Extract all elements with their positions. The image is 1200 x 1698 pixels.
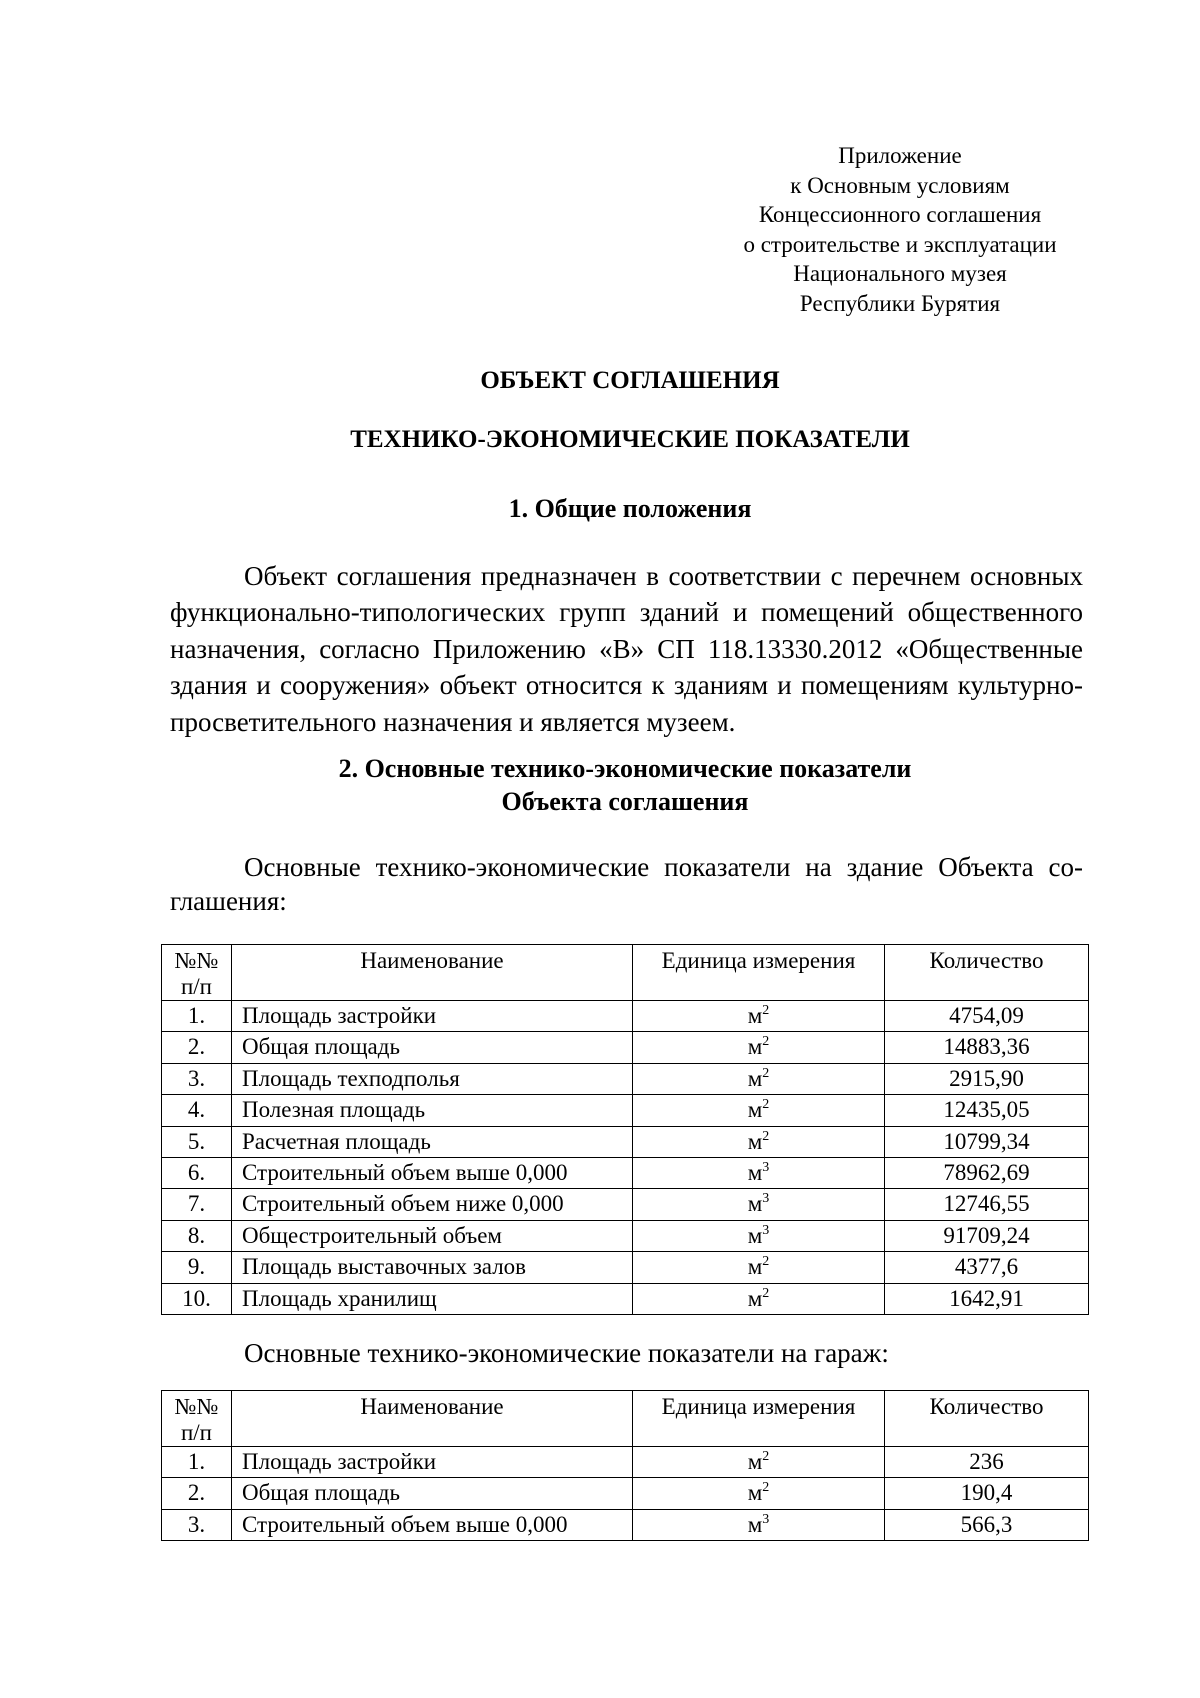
row-quantity-text: 2915,90 <box>949 1065 1024 1091</box>
row-unit <box>633 1001 885 1032</box>
table-row <box>162 1283 1089 1314</box>
row-name-text: Площадь техподполья <box>242 1065 460 1091</box>
row-number <box>162 1478 232 1509</box>
row-quantity-text: 12746,55 <box>943 1191 1030 1217</box>
header-num-line: №№ <box>174 1394 219 1419</box>
row-number-text: 1. <box>187 1003 206 1028</box>
row-quantity-text: 78962,69 <box>943 1159 1030 1185</box>
row-quantity <box>885 1126 1089 1157</box>
row-unit <box>633 1478 885 1509</box>
section-2-heading-line: Объекта соглашения <box>501 787 749 816</box>
row-quantity <box>885 1220 1089 1251</box>
unit-exponent: 2 <box>762 1449 770 1464</box>
header-name: Наименование <box>232 945 633 1001</box>
table-row <box>162 1220 1089 1251</box>
row-unit <box>633 1032 885 1063</box>
header-qty: Количество <box>885 945 1089 1001</box>
row-name <box>232 1001 633 1032</box>
row-number <box>162 1126 232 1157</box>
table-row <box>162 1001 1089 1032</box>
row-name-text: Площадь застройки <box>242 1449 437 1474</box>
row-name-text: Площадь хранилищ <box>242 1285 437 1311</box>
row-unit <box>633 1252 885 1283</box>
row-name-text: Строительный объем выше 0,000 <box>242 1159 568 1185</box>
row-name <box>232 1478 633 1509</box>
row-quantity <box>885 1447 1089 1478</box>
garage-table-body <box>162 1447 1089 1541</box>
row-number <box>162 1252 232 1283</box>
section-1-paragraph: Объект соглашения предназначен в соответствии с перечнем основных функционально-типологических групп зданий и помещений общественного назначения, согласно Приложению «В» СП 118.13330.2012 «Общественные здания и сооружения» объект относится к зданиям и помещениям культурно-просветительного назначения и является музеем. <box>170 561 1083 737</box>
row-name <box>232 1189 633 1220</box>
row-quantity <box>885 1189 1089 1220</box>
row-number <box>162 1509 232 1540</box>
row-number <box>162 1095 232 1126</box>
row-number <box>162 1157 232 1188</box>
header-num-line: п/п <box>180 974 212 999</box>
row-quantity <box>885 1157 1089 1188</box>
row-quantity <box>885 1095 1089 1126</box>
header-num-line: п/п <box>180 1420 212 1445</box>
appendix-line: Национального музея <box>793 261 1007 287</box>
row-unit-text: м <box>747 1034 763 1060</box>
appendix-line: к Основным условиям <box>790 172 1010 198</box>
unit-exponent: 3 <box>762 1191 770 1207</box>
row-quantity-text: 4377,6 <box>954 1254 1019 1280</box>
row-name <box>232 1283 633 1314</box>
row-quantity <box>885 1001 1089 1032</box>
header-qty: Количество <box>885 1391 1089 1447</box>
row-name <box>232 1447 633 1478</box>
row-name <box>232 1252 633 1283</box>
row-quantity-text: 1642,91 <box>949 1285 1024 1311</box>
unit-exponent: 2 <box>762 1128 770 1144</box>
table-row <box>162 1189 1089 1220</box>
row-number <box>162 1189 232 1220</box>
row-quantity <box>885 1063 1089 1094</box>
row-number <box>162 1032 232 1063</box>
row-number-text: 4. <box>187 1097 206 1123</box>
section-2-heading-line: 2. Основные технико-экономические показатели <box>338 754 912 783</box>
row-quantity-text: 566,3 <box>960 1511 1013 1537</box>
table-header-row <box>162 945 1089 1001</box>
table-row <box>162 1032 1089 1063</box>
appendix-line: Концессионного соглашения <box>758 202 1042 228</box>
header-unit: Единица измерения <box>633 945 885 1001</box>
header-num <box>162 945 232 1001</box>
row-unit <box>633 1063 885 1094</box>
row-unit-text: м <box>747 1480 763 1506</box>
table-row <box>162 1063 1089 1094</box>
garage-indicators-table <box>161 1390 1089 1541</box>
row-name-text: Строительный объем выше 0,000 <box>242 1511 568 1537</box>
row-number-text: 10. <box>182 1285 211 1311</box>
header-unit: Единица измерения <box>633 1391 885 1447</box>
document-subtitle: ТЕХНИКО-ЭКОНОМИЧЕСКИЕ ПОКАЗАТЕЛИ <box>350 426 910 453</box>
row-name-text: Площадь застройки <box>242 1003 437 1028</box>
appendix-line: Республики Бурятия <box>799 290 1001 316</box>
row-unit <box>633 1126 885 1157</box>
header-num <box>162 1391 232 1447</box>
row-unit <box>633 1509 885 1540</box>
row-unit <box>633 1220 885 1251</box>
row-unit-text: м <box>747 1449 763 1474</box>
row-name <box>232 1220 633 1251</box>
row-quantity <box>885 1032 1089 1063</box>
building-table-intro: Основные технико-экономические показатели на здание Объекта соглашения: <box>170 852 1083 916</box>
row-number-text: 2. <box>187 1034 206 1060</box>
table-row <box>162 1095 1089 1126</box>
row-unit-text: м <box>747 1222 763 1248</box>
table-row <box>162 1447 1089 1478</box>
row-unit-text: м <box>747 1003 763 1028</box>
row-number <box>162 1063 232 1094</box>
row-number-text: 9. <box>187 1254 206 1280</box>
row-unit <box>633 1095 885 1126</box>
row-quantity-text: 91709,24 <box>943 1222 1030 1248</box>
appendix-note <box>720 141 1080 319</box>
row-number <box>162 1447 232 1478</box>
appendix-line: о строительстве и эксплуатации <box>743 231 1057 257</box>
row-number-text: 7. <box>187 1191 206 1217</box>
row-number-text: 3. <box>187 1065 206 1091</box>
row-unit-text: м <box>747 1097 763 1123</box>
row-name <box>232 1095 633 1126</box>
row-number-text: 2. <box>187 1480 206 1506</box>
row-number-text: 5. <box>187 1128 206 1154</box>
row-unit-text: м <box>747 1285 763 1311</box>
row-number <box>162 1283 232 1314</box>
table-row <box>162 1126 1089 1157</box>
row-number <box>162 1001 232 1032</box>
row-quantity <box>885 1478 1089 1509</box>
row-name-text: Общестроительный объем <box>242 1222 502 1248</box>
row-name-text: Полезная площадь <box>242 1097 426 1123</box>
row-unit <box>633 1447 885 1478</box>
unit-exponent: 3 <box>762 1159 770 1175</box>
row-unit-text: м <box>747 1128 763 1154</box>
row-number-text: 3. <box>187 1511 206 1537</box>
building-table-body <box>162 1001 1089 1315</box>
unit-exponent: 2 <box>762 1097 770 1113</box>
building-indicators-table <box>161 944 1089 1315</box>
table-row <box>162 1252 1089 1283</box>
row-name-text: Площадь выставочных залов <box>242 1254 527 1280</box>
unit-exponent: 2 <box>762 1480 770 1496</box>
row-unit-text: м <box>747 1254 763 1280</box>
row-unit <box>633 1283 885 1314</box>
row-name-text: Строительный объем ниже 0,000 <box>242 1191 564 1217</box>
unit-exponent: 3 <box>762 1511 770 1527</box>
row-quantity-text: 190,4 <box>960 1480 1013 1506</box>
row-name <box>232 1126 633 1157</box>
row-quantity <box>885 1283 1089 1314</box>
table-row <box>162 1157 1089 1188</box>
garage-table-intro: Основные технико-экономические показатели на гараж: <box>244 1338 889 1368</box>
row-number <box>162 1220 232 1251</box>
appendix-line: Приложение <box>838 143 962 168</box>
row-quantity-text: 236 <box>969 1449 1004 1474</box>
row-unit-text: м <box>747 1065 763 1091</box>
unit-exponent: 2 <box>762 1254 770 1270</box>
row-unit-text: м <box>747 1191 763 1217</box>
document-title: ОБЪЕКТ СОГЛАШЕНИЯ <box>480 367 780 394</box>
row-quantity-text: 4754,09 <box>949 1003 1024 1028</box>
row-quantity <box>885 1509 1089 1540</box>
row-name <box>232 1032 633 1063</box>
row-number-text: 1. <box>187 1449 206 1474</box>
unit-exponent: 2 <box>762 1065 770 1081</box>
table-row <box>162 1478 1089 1509</box>
header-name: Наименование <box>232 1391 633 1447</box>
unit-exponent: 2 <box>762 1034 770 1050</box>
row-quantity <box>885 1252 1089 1283</box>
row-name-text: Расчетная площадь <box>242 1128 431 1154</box>
row-name <box>232 1509 633 1540</box>
section-2-heading <box>0 752 1200 818</box>
table-header-row <box>162 1391 1089 1447</box>
row-unit <box>633 1189 885 1220</box>
section-1-heading: 1. Общие положения <box>508 494 752 523</box>
header-num-line: №№ <box>174 948 219 973</box>
row-unit <box>633 1157 885 1188</box>
row-number-text: 6. <box>187 1159 206 1185</box>
table-row <box>162 1509 1089 1540</box>
unit-exponent: 2 <box>762 1285 770 1301</box>
row-quantity-text: 10799,34 <box>943 1128 1030 1154</box>
row-name <box>232 1157 633 1188</box>
row-name-text: Общая площадь <box>242 1480 400 1506</box>
row-quantity-text: 14883,36 <box>943 1034 1030 1060</box>
row-unit-text: м <box>747 1511 763 1537</box>
row-name-text: Общая площадь <box>242 1034 400 1060</box>
unit-exponent: 2 <box>762 1003 770 1018</box>
row-quantity-text: 12435,05 <box>943 1097 1030 1123</box>
row-unit-text: м <box>747 1159 763 1185</box>
row-number-text: 8. <box>187 1222 206 1248</box>
unit-exponent: 3 <box>762 1222 770 1238</box>
row-name <box>232 1063 633 1094</box>
